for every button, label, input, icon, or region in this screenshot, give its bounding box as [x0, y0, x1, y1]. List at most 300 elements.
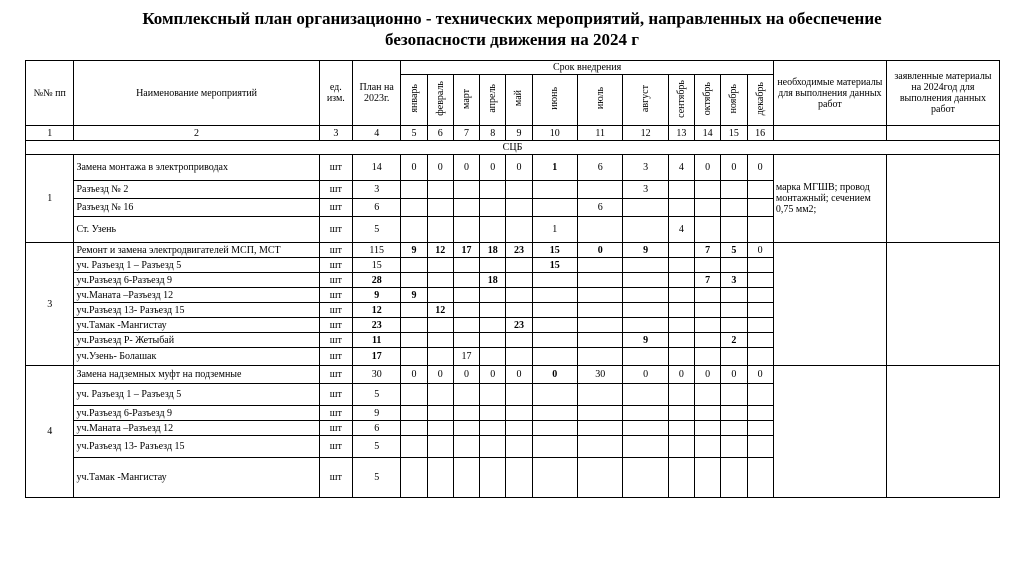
month-value-cell: [577, 333, 622, 348]
month-value-cell: [480, 288, 506, 303]
month-value-cell: [401, 273, 427, 288]
month-header: [747, 75, 773, 126]
month-value-cell: [480, 258, 506, 273]
month-value-cell: [695, 384, 721, 406]
plan-cell: 3: [352, 181, 400, 199]
month-value-cell: [721, 258, 747, 273]
month-value-cell: [695, 288, 721, 303]
month-value-cell: [506, 273, 532, 288]
month-value-cell: [427, 181, 453, 199]
month-value-cell: [747, 303, 773, 318]
column-number: 12: [623, 126, 668, 141]
section-title: СЦБ: [26, 141, 1000, 155]
month-value-cell: [623, 458, 668, 498]
title-line-1: Комплексный план организационно - технических мероприятий, направленных на обеспечение: [142, 9, 882, 28]
month-value-cell: 6: [577, 199, 622, 217]
header-materials-needed: необходимые материалы для выполнения данных работ: [773, 61, 886, 126]
month-value-cell: [453, 436, 479, 458]
column-number: 16: [747, 126, 773, 141]
month-value-cell: [506, 436, 532, 458]
column-number: 14: [695, 126, 721, 141]
plan-cell: 115: [352, 243, 400, 258]
month-value-cell: 7: [695, 243, 721, 258]
column-number: 10: [532, 126, 577, 141]
materials-needed-cell: марка МГШВ; провод монтажный; сечением 0,75 мм2;: [773, 155, 886, 243]
table-row: [26, 243, 1000, 258]
month-value-cell: 0: [721, 155, 747, 181]
month-value-cell: [453, 181, 479, 199]
month-value-cell: 23: [506, 243, 532, 258]
month-value-cell: [532, 318, 577, 333]
month-value-cell: [453, 217, 479, 243]
table-row: [26, 366, 1000, 384]
month-value-cell: [721, 303, 747, 318]
month-value-cell: [695, 333, 721, 348]
month-value-cell: [506, 217, 532, 243]
month-value-cell: [401, 199, 427, 217]
month-value-cell: [577, 348, 622, 366]
column-number-empty: [886, 126, 999, 141]
measure-name: уч.Разъезд 13- Разъезд 15: [74, 303, 319, 318]
month-value-cell: [668, 384, 694, 406]
month-value-cell: 0: [747, 243, 773, 258]
month-value-cell: [577, 436, 622, 458]
column-number-row: [26, 126, 1000, 141]
plan-cell: 5: [352, 384, 400, 406]
month-value-cell: [401, 258, 427, 273]
month-value-cell: [668, 436, 694, 458]
month-value-cell: [532, 273, 577, 288]
unit-cell: шт: [319, 155, 352, 181]
month-value-cell: [506, 348, 532, 366]
month-value-cell: [695, 348, 721, 366]
month-value-cell: [401, 333, 427, 348]
month-value-cell: [506, 303, 532, 318]
plan-cell: 5: [352, 458, 400, 498]
column-number: 11: [577, 126, 622, 141]
month-value-cell: 0: [480, 366, 506, 384]
month-header: [532, 75, 577, 126]
month-value-cell: [721, 199, 747, 217]
month-value-cell: [480, 348, 506, 366]
unit-cell: шт: [319, 217, 352, 243]
unit-cell: шт: [319, 288, 352, 303]
month-value-cell: [506, 181, 532, 199]
title-line-2: безопасности движения на 2024 г: [385, 30, 639, 49]
month-value-cell: [747, 384, 773, 406]
month-value-cell: 5: [721, 243, 747, 258]
month-value-cell: [506, 384, 532, 406]
month-value-cell: [668, 199, 694, 217]
month-value-cell: [453, 303, 479, 318]
measure-name: уч.Разъезд 6-Разъезд 9: [74, 406, 319, 421]
month-header-label: апрель: [487, 84, 499, 113]
month-value-cell: 12: [427, 243, 453, 258]
measure-name: Разъезд № 16: [74, 199, 319, 217]
month-value-cell: [401, 303, 427, 318]
month-value-cell: [695, 258, 721, 273]
month-header: [721, 75, 747, 126]
month-value-cell: [401, 181, 427, 199]
month-value-cell: [453, 333, 479, 348]
month-value-cell: 4: [668, 155, 694, 181]
month-value-cell: [668, 333, 694, 348]
month-value-cell: [721, 458, 747, 498]
month-value-cell: 3: [623, 155, 668, 181]
month-value-cell: [623, 303, 668, 318]
month-header-label: июль: [594, 87, 606, 110]
month-value-cell: [668, 258, 694, 273]
month-value-cell: 18: [480, 243, 506, 258]
month-value-cell: [721, 384, 747, 406]
plan-cell: 23: [352, 318, 400, 333]
month-value-cell: [623, 273, 668, 288]
month-header: [506, 75, 532, 126]
month-value-cell: 3: [623, 181, 668, 199]
month-header: [577, 75, 622, 126]
group-number: 3: [26, 243, 74, 366]
column-number: 15: [721, 126, 747, 141]
month-value-cell: 0: [668, 366, 694, 384]
month-header-label: сентябрь: [675, 79, 687, 118]
month-value-cell: 1: [532, 217, 577, 243]
month-value-cell: 0: [427, 155, 453, 181]
month-value-cell: [623, 258, 668, 273]
month-value-cell: [401, 406, 427, 421]
month-header: [623, 75, 668, 126]
month-value-cell: [577, 181, 622, 199]
month-value-cell: [506, 406, 532, 421]
group-number: 4: [26, 366, 74, 498]
unit-cell: шт: [319, 436, 352, 458]
month-value-cell: [721, 181, 747, 199]
unit-cell: шт: [319, 458, 352, 498]
month-value-cell: [577, 258, 622, 273]
month-value-cell: [401, 384, 427, 406]
month-value-cell: 12: [427, 303, 453, 318]
month-value-cell: 0: [747, 155, 773, 181]
column-number: 9: [506, 126, 532, 141]
month-value-cell: [623, 406, 668, 421]
table-row: [26, 155, 1000, 181]
header-materials-declared: заявленные материалы на 2024год для выполнения данных работ: [886, 61, 999, 126]
month-value-cell: [623, 436, 668, 458]
column-number: 6: [427, 126, 453, 141]
month-value-cell: [668, 458, 694, 498]
month-value-cell: [427, 406, 453, 421]
month-value-cell: [453, 199, 479, 217]
month-value-cell: [747, 181, 773, 199]
month-value-cell: [427, 318, 453, 333]
month-value-cell: [577, 458, 622, 498]
month-value-cell: [480, 436, 506, 458]
header-schedule: Срок внедрения: [401, 61, 773, 75]
month-value-cell: [532, 406, 577, 421]
month-value-cell: 0: [532, 366, 577, 384]
unit-cell: шт: [319, 348, 352, 366]
unit-cell: шт: [319, 384, 352, 406]
month-value-cell: 15: [532, 243, 577, 258]
month-value-cell: [480, 217, 506, 243]
month-value-cell: 0: [480, 155, 506, 181]
month-value-cell: 9: [623, 243, 668, 258]
month-value-cell: [721, 421, 747, 436]
measure-name: уч. Разъезд 1 – Разъезд 5: [74, 384, 319, 406]
unit-cell: шт: [319, 199, 352, 217]
month-value-cell: [427, 288, 453, 303]
column-number: 3: [319, 126, 352, 141]
plan-cell: 14: [352, 155, 400, 181]
month-value-cell: [695, 181, 721, 199]
month-header-label: февраль: [434, 81, 446, 116]
month-value-cell: [427, 258, 453, 273]
month-value-cell: [623, 288, 668, 303]
month-value-cell: [747, 199, 773, 217]
month-value-cell: [453, 406, 479, 421]
column-number: 1: [26, 126, 74, 141]
plan-cell: 15: [352, 258, 400, 273]
month-header-label: декабрь: [754, 81, 766, 116]
table-body: [26, 61, 1000, 498]
month-value-cell: [747, 318, 773, 333]
column-number: 8: [480, 126, 506, 141]
month-value-cell: [577, 318, 622, 333]
month-value-cell: [480, 406, 506, 421]
month-value-cell: [427, 199, 453, 217]
month-value-cell: [427, 421, 453, 436]
month-value-cell: [506, 421, 532, 436]
measure-name: уч. Разъезд 1 – Разъезд 5: [74, 258, 319, 273]
month-value-cell: [480, 318, 506, 333]
month-value-cell: [427, 333, 453, 348]
plan-cell: 30: [352, 366, 400, 384]
unit-cell: шт: [319, 333, 352, 348]
month-value-cell: 3: [721, 273, 747, 288]
unit-cell: шт: [319, 258, 352, 273]
month-value-cell: 18: [480, 273, 506, 288]
header-unit: ед. изм.: [319, 61, 352, 126]
month-value-cell: [695, 436, 721, 458]
month-value-cell: [532, 333, 577, 348]
unit-cell: шт: [319, 421, 352, 436]
column-number: 4: [352, 126, 400, 141]
month-value-cell: 30: [577, 366, 622, 384]
month-value-cell: 23: [506, 318, 532, 333]
month-value-cell: [695, 406, 721, 421]
column-number: 2: [74, 126, 319, 141]
month-value-cell: [480, 333, 506, 348]
month-value-cell: [623, 348, 668, 366]
month-value-cell: [721, 348, 747, 366]
unit-cell: шт: [319, 366, 352, 384]
column-number-empty: [773, 126, 886, 141]
month-value-cell: 4: [668, 217, 694, 243]
month-value-cell: [747, 273, 773, 288]
plan-cell: 6: [352, 199, 400, 217]
plan-table: [25, 60, 1000, 498]
plan-cell: 11: [352, 333, 400, 348]
month-value-cell: [747, 421, 773, 436]
month-header: [427, 75, 453, 126]
month-value-cell: [506, 199, 532, 217]
materials-declared-cell: [886, 243, 999, 366]
month-value-cell: [695, 458, 721, 498]
month-header: [668, 75, 694, 126]
month-value-cell: 0: [577, 243, 622, 258]
month-value-cell: 0: [401, 366, 427, 384]
month-value-cell: [695, 318, 721, 333]
month-value-cell: [747, 217, 773, 243]
month-value-cell: 2: [721, 333, 747, 348]
plan-cell: 9: [352, 406, 400, 421]
measure-name: уч.Узень- Болашак: [74, 348, 319, 366]
materials-declared-cell: [886, 366, 999, 498]
measure-name: уч.Маната –Разъезд 12: [74, 288, 319, 303]
unit-cell: шт: [319, 303, 352, 318]
month-value-cell: [695, 199, 721, 217]
month-value-cell: [401, 436, 427, 458]
month-value-cell: [453, 258, 479, 273]
group-number: 1: [26, 155, 74, 243]
measure-name: уч.Разъезд Р- Жетыбай: [74, 333, 319, 348]
month-value-cell: [695, 217, 721, 243]
measure-name: уч.Маната –Разъезд 12: [74, 421, 319, 436]
month-header-label: март: [460, 88, 472, 109]
plan-cell: 5: [352, 217, 400, 243]
month-value-cell: [427, 273, 453, 288]
month-value-cell: [721, 318, 747, 333]
month-value-cell: [668, 303, 694, 318]
month-value-cell: [695, 303, 721, 318]
month-value-cell: [427, 348, 453, 366]
column-number: 7: [453, 126, 479, 141]
month-value-cell: [577, 303, 622, 318]
month-value-cell: [532, 458, 577, 498]
month-value-cell: 0: [427, 366, 453, 384]
month-value-cell: 0: [747, 366, 773, 384]
month-value-cell: [577, 384, 622, 406]
unit-cell: шт: [319, 243, 352, 258]
month-value-cell: [747, 333, 773, 348]
month-value-cell: [668, 273, 694, 288]
month-value-cell: [453, 318, 479, 333]
month-value-cell: [577, 421, 622, 436]
month-header-label: январь: [408, 84, 420, 113]
measure-name: уч.Тамак -Мангистау: [74, 458, 319, 498]
month-value-cell: 6: [577, 155, 622, 181]
month-value-cell: [427, 217, 453, 243]
month-header-label: июнь: [549, 87, 561, 110]
month-value-cell: 1: [532, 155, 577, 181]
month-value-cell: [427, 458, 453, 498]
materials-needed-cell: [773, 243, 886, 366]
month-value-cell: [668, 421, 694, 436]
month-header: [480, 75, 506, 126]
month-value-cell: 0: [721, 366, 747, 384]
month-value-cell: [480, 421, 506, 436]
month-value-cell: [668, 348, 694, 366]
month-value-cell: 0: [453, 155, 479, 181]
month-value-cell: 0: [623, 366, 668, 384]
month-value-cell: [623, 199, 668, 217]
month-value-cell: [401, 458, 427, 498]
materials-declared-cell: [886, 155, 999, 243]
month-value-cell: [480, 181, 506, 199]
month-value-cell: [506, 288, 532, 303]
month-value-cell: [721, 436, 747, 458]
month-value-cell: [453, 273, 479, 288]
plan-cell: 12: [352, 303, 400, 318]
month-value-cell: [532, 181, 577, 199]
measure-name: уч.Разъезд 6-Разъезд 9: [74, 273, 319, 288]
month-value-cell: [401, 348, 427, 366]
column-number: 13: [668, 126, 694, 141]
month-value-cell: [577, 406, 622, 421]
month-value-cell: [532, 288, 577, 303]
month-value-cell: [721, 406, 747, 421]
header-no: №№ пп: [26, 61, 74, 126]
month-value-cell: [506, 333, 532, 348]
measure-name: уч.Тамак -Мангистау: [74, 318, 319, 333]
month-value-cell: 0: [506, 366, 532, 384]
month-value-cell: 0: [506, 155, 532, 181]
month-value-cell: 15: [532, 258, 577, 273]
month-value-cell: 17: [453, 243, 479, 258]
month-value-cell: [401, 318, 427, 333]
unit-cell: шт: [319, 318, 352, 333]
month-value-cell: [695, 421, 721, 436]
month-header-label: октябрь: [702, 81, 714, 116]
month-value-cell: [453, 421, 479, 436]
month-value-cell: [668, 406, 694, 421]
month-header-label: ноябрь: [728, 83, 740, 114]
month-header: [453, 75, 479, 126]
unit-cell: шт: [319, 181, 352, 199]
unit-cell: шт: [319, 273, 352, 288]
unit-cell: шт: [319, 406, 352, 421]
month-value-cell: 0: [695, 155, 721, 181]
month-value-cell: [623, 318, 668, 333]
month-value-cell: [532, 199, 577, 217]
column-number: 5: [401, 126, 427, 141]
month-value-cell: 0: [695, 366, 721, 384]
month-value-cell: 9: [623, 333, 668, 348]
plan-cell: 9: [352, 288, 400, 303]
plan-cell: 5: [352, 436, 400, 458]
month-value-cell: [401, 421, 427, 436]
month-value-cell: [623, 217, 668, 243]
month-value-cell: [453, 384, 479, 406]
measure-name: Ремонт и замена электродвигателей МСП, МСТ: [74, 243, 319, 258]
month-header: [401, 75, 427, 126]
month-value-cell: [427, 384, 453, 406]
month-value-cell: 9: [401, 243, 427, 258]
month-header-label: август: [640, 84, 652, 113]
month-value-cell: [453, 288, 479, 303]
month-value-cell: [480, 303, 506, 318]
month-value-cell: 0: [401, 155, 427, 181]
month-value-cell: [668, 181, 694, 199]
month-header: [695, 75, 721, 126]
measure-name: Замена надземных муфт на подземные: [74, 366, 319, 384]
month-value-cell: [427, 436, 453, 458]
month-value-cell: [668, 318, 694, 333]
plan-cell: 6: [352, 421, 400, 436]
month-value-cell: [747, 348, 773, 366]
measure-name: Замена монтажа в электроприводах: [74, 155, 319, 181]
month-value-cell: [480, 458, 506, 498]
document-title: [0, 8, 1024, 50]
